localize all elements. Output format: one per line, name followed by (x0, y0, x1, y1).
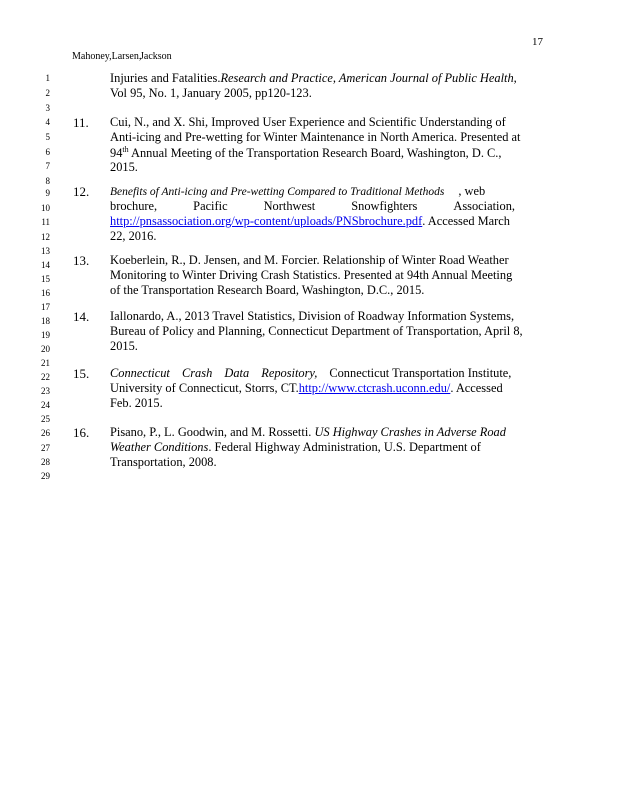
line-number: 22 (41, 372, 50, 382)
ref16-line3: Transportation, 2008. (110, 455, 217, 469)
ref15-line1: Connecticut Crash Data Repository, Connecticut Transportation Institute, (110, 366, 512, 380)
ref12-line3: http://pnsassociation.org/wp-content/uploads/PNSbrochure.pdf. Accessed March (110, 214, 510, 228)
ref10-line1: Injuries and Fatalities.Research and Practice, American Journal of Public Health, (110, 71, 517, 85)
ref13-line1: Koeberlein, R., D. Jensen, and M. Forcier. Relationship of Winter Road Weather (110, 253, 509, 267)
line-number: 6 (45, 147, 50, 157)
pns-brochure-link[interactable]: http://pnsassociation.org/wp-content/uploads/PNSbrochure.pdf (110, 214, 423, 228)
line-number: 9 (45, 188, 50, 198)
line-number: 21 (41, 358, 50, 368)
ref12-line2: brochure, Pacific Northwest Snowfighters Association, (110, 199, 515, 213)
line-number: 19 (41, 330, 50, 340)
line-number: 23 (41, 386, 50, 396)
ref16-number: 16. (73, 425, 90, 440)
line-number: 7 (45, 161, 50, 171)
running-header-author-3: Jackson (140, 51, 172, 62)
ref13-line3: of the Transportation Research Board, Washington, D.C., 2015. (110, 283, 425, 297)
line-number: 17 (41, 302, 50, 312)
line-number: 15 (41, 274, 50, 284)
ref11-line2: Anti-icing and Pre-wetting for Winter Maintenance in North America. Presented at (110, 130, 521, 144)
line-number: 26 (41, 428, 50, 438)
line-number: 16 (41, 288, 50, 298)
ref14-line1: Iallonardo, A., 2013 Travel Statistics, Division of Roadway Information Systems, (110, 309, 515, 323)
ref11-line3: 94th Annual Meeting of the Transportation Research Board, Washington, D. C., (110, 145, 502, 161)
line-number: 10 (41, 203, 50, 213)
ref14-number: 14. (73, 309, 90, 324)
ref15-line2: University of Connecticut, Storrs, CT.http://www.ctcrash.uconn.edu/. Accessed (110, 381, 503, 395)
ref13-line2: Monitoring to Winter Driving Crash Statistics. Presented at 94th Annual Meeting (110, 268, 513, 282)
line-number: 3 (45, 103, 50, 113)
ref12-line1: Benefits of Anti-icing and Pre-wetting Compared to Traditional Methods , web (110, 184, 486, 198)
line-number: 12 (41, 232, 50, 242)
line-number: 11 (41, 217, 50, 227)
line-number: 28 (41, 457, 50, 467)
page-number: 17 (532, 36, 543, 48)
line-number: 18 (41, 316, 50, 326)
line-number: 13 (41, 246, 50, 256)
ref12-number: 12. (73, 184, 90, 199)
line-number: 1 (45, 73, 50, 83)
line-number: 14 (41, 260, 50, 270)
ref12-line4: 22, 2016. (110, 229, 157, 243)
line-number: 5 (45, 132, 50, 142)
ref15-line3: Feb. 2015. (110, 396, 163, 410)
ref10-line2: Vol 95, No. 1, January 2005, pp120-123. (110, 86, 312, 100)
ref13-number: 13. (73, 253, 90, 268)
line-number: 2 (45, 88, 50, 98)
ref11-line4: 2015. (110, 160, 138, 174)
line-number: 27 (41, 443, 50, 453)
ref15-number: 15. (73, 366, 90, 381)
ref11-number: 11. (73, 115, 89, 130)
ref14-line2: Bureau of Policy and Planning, Connecticut Department of Transportation, April 8, (110, 324, 523, 338)
ref11-line1: Cui, N., and X. Shi, Improved User Experience and Scientific Understanding of (110, 115, 506, 129)
running-header-authors: Mahoney,Larsen, (72, 51, 142, 62)
line-number: 29 (41, 471, 50, 481)
ref14-line3: 2015. (110, 339, 138, 353)
line-number: 4 (45, 117, 50, 127)
line-number: 25 (41, 414, 50, 424)
line-number: 24 (41, 400, 50, 410)
ref16-line2: Weather Conditions. Federal Highway Administration, U.S. Department of (110, 440, 481, 454)
ref16-line1: Pisano, P., L. Goodwin, and M. Rossetti. US Highway Crashes in Adverse Road (110, 425, 506, 439)
line-number: 20 (41, 344, 50, 354)
line-number: 8 (45, 176, 50, 186)
ctcrash-link[interactable]: http://www.ctcrash.uconn.edu/ (298, 381, 451, 395)
